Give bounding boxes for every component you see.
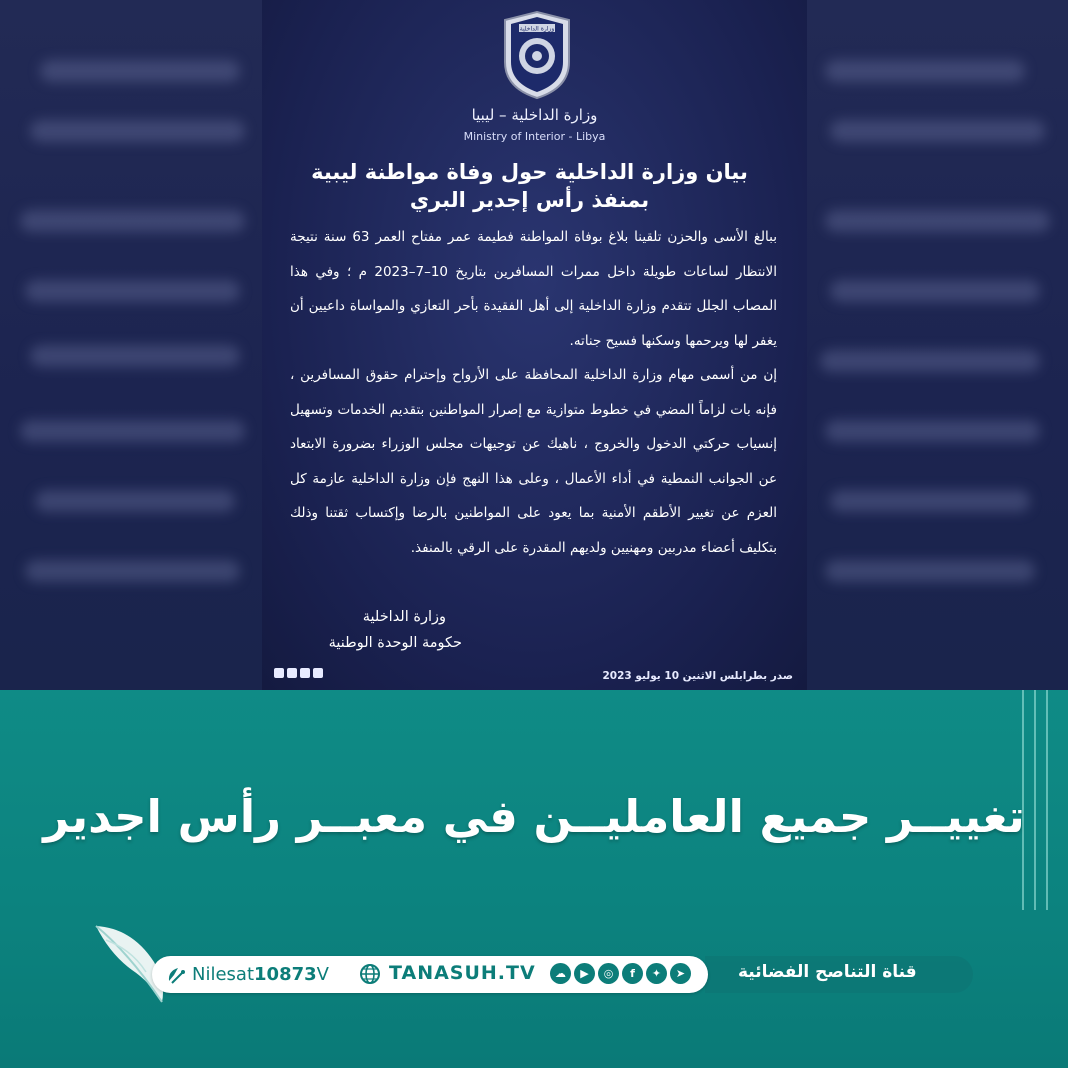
statement-paragraph: ببالغ الأسى والحزن تلقينا بلاغ بوفاة المواطنة فطيمة عمر مفتاح العمر 63 سنة نتيجة الانتظار لساعات طويلة داخل ممرات المسافرين بتاريخ 10–7–2023 م ؛ وفي هذا المصاب الجلل تتقدم وزارة الداخلية إلى أهل الفقيدة بأحر التعازي والمواساة داعيين أن يغفر لها ويرحمها وسكنها فسيح جناته. — [290, 229, 777, 349]
instagram-icon — [287, 668, 297, 678]
statement-paragraph: إن من أسمى مهام وزارة الداخلية المحافظة على الأرواح وإحترام حقوق المسافرين ، فإنه بات لزاماً المضي في خطوط متوازية مع إصرار المواطنين بتقديم الخدمات وتسهيل إنسياب حركتي الدخول والخروج ، ناهيك عن توجيهات مجلس الوزراء بضرورة الابتعاد عن الجوانب النمطية في أداء الأعمال ، وعلى هذا النهج فإن وزارة الداخلية عازمة كل العزم عن تغيير الأطقم الأمنية بما يعود على المواطنين بالرضا وإكتساب ثقتنا وذلك بتكليف أعضاء مدربين ومهنيين ولديهم المقدرة على الرقي بالمنفذ. — [290, 367, 777, 556]
telegram-icon[interactable]: ➤ — [670, 963, 691, 984]
issue-date: صدر بطرابلس الاثنين 10 يوليو 2023 — [602, 670, 793, 682]
satellite-dish-icon — [166, 965, 188, 985]
statement-body — [290, 220, 777, 565]
ministry-name-arabic: وزارة الداخلية – ليبيا — [471, 106, 598, 124]
signature-government: حكومة الوحدة الوطنية — [328, 635, 462, 651]
nilesat-number: 10873 — [254, 964, 317, 985]
headline: تغييــر جميع العامليــن في معبــر رأس اجدير — [43, 790, 1025, 843]
signature-ministry: وزارة الداخلية — [362, 609, 446, 625]
ministry-statement — [262, 0, 807, 690]
teal-banner — [0, 690, 1068, 1068]
facebook-icon — [274, 668, 284, 678]
twitter-icon[interactable]: ✦ — [646, 963, 667, 984]
nilesat-polarization: V — [316, 964, 329, 985]
instagram-icon[interactable]: ◎ — [598, 963, 619, 984]
globe-icon — [359, 963, 381, 985]
soundcloud-icon[interactable]: ☁ — [550, 963, 571, 984]
emblem-lettering: وزارة الداخلية — [519, 25, 555, 33]
youtube-icon — [313, 668, 323, 678]
ministry-emblem-icon — [499, 10, 575, 100]
website-link[interactable]: TANASUH.TV — [389, 962, 536, 984]
signature-block — [329, 604, 462, 656]
ministry-name-english: Ministry of Interior - Libya — [463, 130, 606, 143]
document-social-icons — [274, 668, 323, 678]
statement-title: بيان وزارة الداخلية حول وفاة مواطنة ليبية بمنفذ رأس إجدير البري — [311, 160, 748, 212]
youtube-icon[interactable]: ▶ — [574, 963, 595, 984]
channel-name: قناة التناصح الفضائية — [738, 962, 917, 982]
facebook-icon[interactable]: f — [622, 963, 643, 984]
twitter-icon — [300, 668, 310, 678]
nilesat-label: Nilesat — [192, 964, 255, 985]
nilesat-frequency — [166, 964, 329, 985]
